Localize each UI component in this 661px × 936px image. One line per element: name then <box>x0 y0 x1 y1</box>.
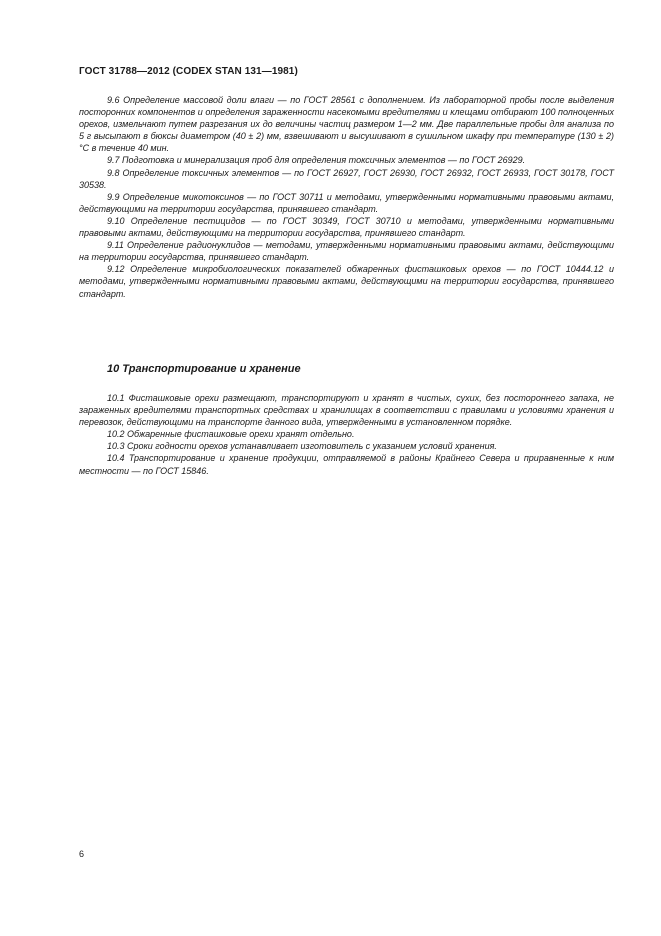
paragraph-10-1: 10.1 Фисташковые орехи размещают, транспортируют и хранят в чистых, сухих, без постороннего запаха, не зараженных вредителями транспортных средствах и хранилищах в соответствии с правилами и условиями хранения и перевозок, действующими на транспорте данного вида, утвержденными в установленном порядке. <box>79 393 614 428</box>
paragraph-10-4: 10.4 Транспортирование и хранение продукции, отправляемой в районы Крайнего Севера и приравненные к ним местности — по ГОСТ 15846. <box>79 453 614 476</box>
paragraph-9-11: 9.11 Определение радионуклидов — методами, утвержденными нормативными правовыми актами, действующими на территории государства, принявшего стандарт. <box>79 240 614 263</box>
paragraph-10-2: 10.2 Обжаренные фисташковые орехи хранят отдельно. <box>107 429 355 440</box>
document-header: ГОСТ 31788—2012 (CODEX STAN 131—1981) <box>79 66 298 77</box>
transport-section-body <box>79 392 614 477</box>
paragraph-9-6: 9.6 Определение массовой доли влаги — по ГОСТ 28561 с дополнением. Из лабораторной пробы после выделения посторонних компонентов и определения зараженности насекомыми вредителями и клещами отбирают 100 полноценных орехов, измельчают путем разрезания их до величины частиц размером 1—2 мм. Две параллельные пробы для анализа по 5 г высыпают в бюксы диаметром (40 ± 2) мм, взвешивают и высушивают в сушильном шкафу при температуре (130 ± 2) °С в течение 40 мин. <box>79 95 614 154</box>
paragraph-9-9: 9.9 Определение микотоксинов — по ГОСТ 30711 и методами, утвержденными нормативными правовыми актами, действующими на территории государства, принявшего стандарт. <box>79 191 614 214</box>
methods-section-body <box>79 94 614 300</box>
paragraph-10-3: 10.3 Сроки годности орехов устанавливает изготовитель с указанием условий хранения. <box>107 441 497 452</box>
paragraph-9-7: 9.7 Подготовка и минерализация проб для определения токсичных элементов — по ГОСТ 26929. <box>107 155 526 166</box>
paragraph-9-10: 9.10 Определение пестицидов — по ГОСТ 30349, ГОСТ 30710 и методами, утвержденными нормативными правовыми актами, действующими на территории государства, принявшего стандарт. <box>79 215 614 239</box>
page-number: 6 <box>79 849 85 859</box>
paragraph-9-8: 9.8 Определение токсичных элементов — по ГОСТ 26927, ГОСТ 26930, ГОСТ 26932, ГОСТ 26933, ГОСТ 30178, ГОСТ 30538. <box>79 167 614 190</box>
paragraph-9-12: 9.12 Определение микробиологических показателей обжаренных фисташковых орехов — по ГОСТ 10444.12 и методами, утвержденными нормативными правовыми актами, действующими на территории государства, принявшего стандарт. <box>79 264 614 299</box>
section-heading: 10 Транспортирование и хранение <box>107 363 301 375</box>
